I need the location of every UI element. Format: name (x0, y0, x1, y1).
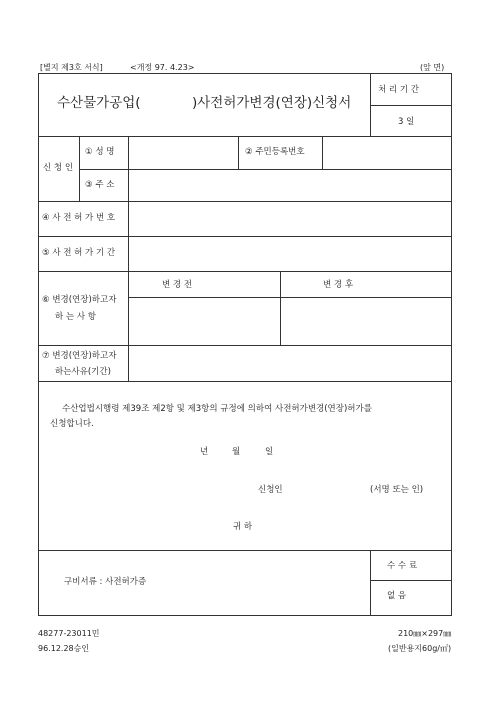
before-change-header: 변 경 전 (162, 280, 193, 290)
permit-period-field[interactable] (129, 237, 451, 270)
change-items-label-line1: ⑥ 변경(연장)하고자 (42, 295, 117, 305)
declaration-text-line1: 수산업법시행령 제39조 제2항 및 제3항의 규정에 의하여 사전허가변경(연장)허가를 (62, 404, 372, 414)
declaration-text-line2: 신청합니다. (50, 419, 94, 429)
paper-type: (일반용지60g/㎡) (388, 644, 452, 653)
name-field[interactable] (129, 137, 237, 168)
required-documents: 구비서류 : 사전허가증 (64, 577, 147, 587)
form-title-part2: )사전허가변경(연장)신청서 (192, 95, 352, 111)
approval-date: 96.12.28승인 (38, 644, 90, 653)
processing-period-value: 3 일 (398, 117, 415, 127)
applicant-signature-label: 신청인 (258, 485, 283, 495)
applicant-section-label: 신 청 인 (43, 163, 74, 173)
permit-period-label: ⑤ 사 전 허 가 기 간 (42, 248, 116, 258)
change-reason-field[interactable] (129, 346, 451, 380)
signature-note: (서명 또는 인) (370, 485, 424, 495)
before-change-field[interactable] (129, 298, 279, 344)
form-number: [별지 제3호 서식] (40, 63, 103, 72)
resident-number-label: ② 주민등록번호 (245, 147, 305, 157)
address-label: ③ 주 소 (85, 180, 115, 190)
date-day-label: 일 (265, 447, 274, 457)
page-side: (앞 면) (420, 63, 445, 72)
date-month-label: 월 (232, 447, 241, 457)
paper-size: 210㎜×297㎜ (398, 629, 452, 638)
revision-date: <개정 97. 4.23> (130, 63, 195, 72)
resident-number-field[interactable] (323, 137, 451, 168)
change-reason-label-line1: ⑦ 변경(연장)하고자 (42, 351, 117, 361)
after-change-header: 변 경 후 (323, 280, 354, 290)
fee-label: 수 수 료 (387, 561, 418, 571)
name-label: ① 성 명 (85, 147, 115, 157)
form-title-part1: 수산물가공업( (57, 95, 141, 111)
after-change-field[interactable] (281, 298, 451, 344)
fee-value: 없 음 (387, 591, 407, 601)
address-field[interactable] (129, 170, 451, 200)
change-items-label-line2: 하 는 사 항 (55, 312, 96, 322)
form-code: 48277-23011민 (38, 629, 100, 638)
permit-number-field[interactable] (129, 202, 451, 235)
processing-period-label: 처 리 기 간 (378, 85, 419, 95)
addressee: 귀 하 (233, 522, 253, 532)
permit-number-label: ④ 사 전 허 가 번 호 (42, 213, 116, 223)
date-year-label: 년 (200, 447, 209, 457)
change-reason-label-line2: 하는사유(기간) (55, 367, 111, 377)
